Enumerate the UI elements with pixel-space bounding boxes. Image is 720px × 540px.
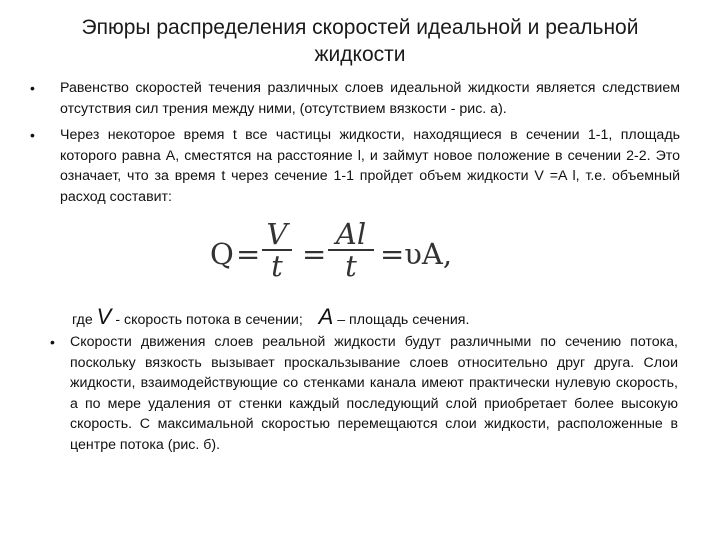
bullet-marker: • [30,127,35,143]
fraction-denominator: t [345,249,357,283]
fraction-numerator: Al [335,217,367,251]
bullet-marker: • [50,334,55,350]
bullet-volume-flow [30,125,680,207]
formula-lhs: Q [210,237,234,271]
fraction-denominator: t [271,249,283,283]
legend-v-symbol: V [96,304,112,329]
bullet-text: Равенство скоростей течения различных слоев идеальной жидкости является следствием отсутствия сил трения между ними, (отсутствием вязкости - рис. а). [60,80,680,117]
legend-v-text: - скорость потока в сечении; [115,312,303,328]
formula-fraction-al-t [328,217,374,283]
formula-equals-2: = [302,237,327,271]
bullet-text: Скорости движения слоев реальной жидкости будут различными по сечению потока, поскольку вязкость вызывает проскальзывание слоев относительно друг друга. Слои жидкости, взаимодействующие со стенками канала имеют практически нулевую скорость, а по мере удаления от стенки каждый последующий слой приобретает более высокую скорость. С максимальной скоростью перемещаются слои жидкости, расположенные в центре потока (рис. б). [70,334,678,453]
flow-rate-formula [210,217,475,283]
bullet-ideal-fluid [30,78,680,119]
legend-a-text: – площадь сечения. [337,312,470,328]
bullet-marker: • [30,80,35,96]
formula-equals-1: = [236,237,261,271]
legend-prefix: где [72,312,93,328]
bullet-text: Через некоторое время t все частицы жидкости, находящиеся в сечении 1-1, площадь которого равна А, сместятся на расстояние l, и займут новое положение в сечении 2-2. Это означает, что за время t через сечение 1-1 пройдет объем жидкости V =A l, т.е. объемный расход составит: [60,127,680,205]
formula-fraction-v-t [262,217,292,283]
symbol-legend [72,306,469,331]
legend-a-symbol: А [318,304,334,329]
bullet-real-fluid [50,332,678,455]
slide-title: Эпюры распределения скоростей идеальной и реальной жидкости [81,16,639,66]
fraction-numerator: V [266,217,288,251]
formula-rhs: =υA, [380,237,453,271]
